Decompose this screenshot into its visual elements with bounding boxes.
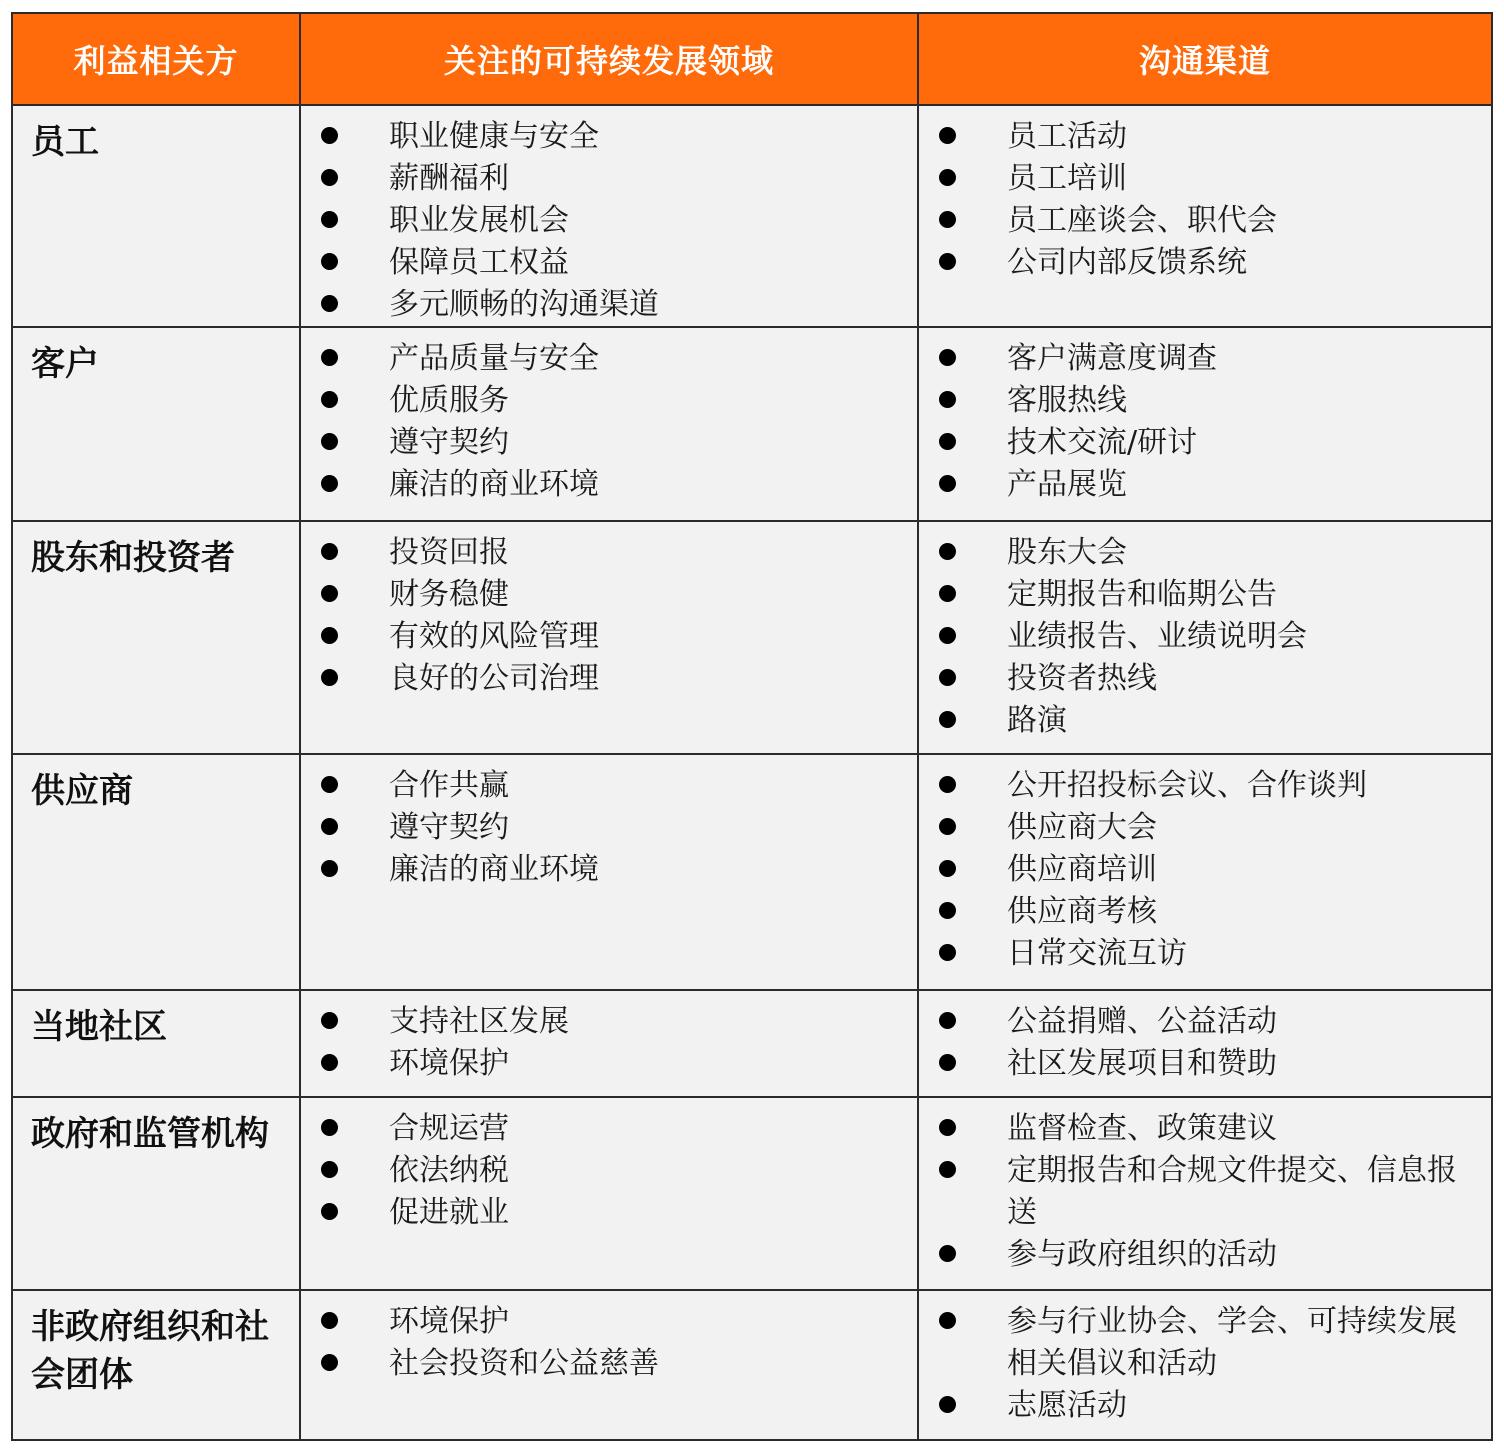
list-item-text: 员工培训 bbox=[1007, 161, 1127, 196]
list-item bbox=[919, 422, 1491, 464]
list-item-text: 公司内部反馈系统 bbox=[1007, 245, 1247, 280]
table-row bbox=[12, 521, 1492, 754]
list-item-text: 供应商培训 bbox=[1007, 852, 1157, 887]
list-item-text: 志愿活动 bbox=[1007, 1388, 1127, 1423]
focus-cell bbox=[300, 521, 918, 754]
list-item bbox=[301, 338, 917, 380]
list-item-text: 财务稳健 bbox=[389, 577, 509, 612]
list-item-text: 产品展览 bbox=[1007, 467, 1127, 502]
stakeholder-name: 供应商 bbox=[12, 754, 300, 990]
list-item bbox=[301, 1301, 917, 1343]
focus-list bbox=[301, 106, 917, 326]
list-item-text: 参与政府组织的活动 bbox=[1007, 1237, 1277, 1272]
list-item bbox=[301, 200, 917, 242]
header-focus-areas: 关注的可持续发展领域 bbox=[300, 13, 918, 105]
channels-list bbox=[919, 522, 1491, 742]
bullet-icon bbox=[919, 891, 1007, 933]
bullet-icon bbox=[919, 933, 1007, 975]
stakeholder-name: 客户 bbox=[12, 327, 300, 521]
list-item-text: 技术交流/研讨 bbox=[1007, 425, 1198, 460]
list-item-text: 遵守契约 bbox=[389, 425, 509, 460]
list-item bbox=[919, 849, 1491, 891]
list-item bbox=[301, 1150, 917, 1192]
list-item bbox=[919, 1108, 1491, 1150]
focus-cell bbox=[300, 990, 918, 1097]
channels-list bbox=[919, 106, 1491, 284]
list-item bbox=[919, 574, 1491, 616]
bullet-icon bbox=[301, 116, 389, 158]
bullet-icon bbox=[919, 1043, 1007, 1085]
list-item-text: 定期报告和临期公告 bbox=[1007, 577, 1277, 612]
list-item bbox=[919, 200, 1491, 242]
list-item bbox=[301, 1343, 917, 1385]
focus-list bbox=[301, 755, 917, 891]
list-item-text: 促进就业 bbox=[389, 1195, 509, 1230]
list-item bbox=[301, 849, 917, 891]
channels-cell bbox=[918, 521, 1492, 754]
bullet-icon bbox=[301, 338, 389, 380]
list-item-text: 职业发展机会 bbox=[389, 203, 569, 238]
bullet-icon bbox=[301, 284, 389, 326]
list-item-text: 职业健康与安全 bbox=[389, 119, 599, 154]
focus-cell bbox=[300, 754, 918, 990]
bullet-icon bbox=[301, 616, 389, 658]
channels-list bbox=[919, 328, 1491, 506]
bullet-icon bbox=[301, 1150, 389, 1192]
list-item bbox=[919, 1234, 1491, 1276]
channels-cell bbox=[918, 1097, 1492, 1290]
list-item bbox=[919, 1001, 1491, 1043]
bullet-icon bbox=[919, 807, 1007, 849]
list-item bbox=[301, 158, 917, 200]
table-row bbox=[12, 1097, 1492, 1290]
focus-cell bbox=[300, 327, 918, 521]
channels-list bbox=[919, 1098, 1491, 1276]
bullet-icon bbox=[301, 200, 389, 242]
channels-cell bbox=[918, 105, 1492, 327]
focus-list bbox=[301, 1098, 917, 1234]
list-item-text: 客服热线 bbox=[1007, 383, 1127, 418]
channels-cell bbox=[918, 327, 1492, 521]
list-item-text: 支持社区发展 bbox=[389, 1004, 569, 1039]
bullet-icon bbox=[301, 1043, 389, 1085]
list-item-text: 投资者热线 bbox=[1007, 661, 1157, 696]
bullet-icon bbox=[919, 380, 1007, 422]
list-item-text: 业绩报告、业绩说明会 bbox=[1007, 619, 1307, 654]
bullet-icon bbox=[919, 532, 1007, 574]
list-item bbox=[919, 616, 1491, 658]
list-item-text: 供应商考核 bbox=[1007, 894, 1157, 929]
bullet-icon bbox=[301, 807, 389, 849]
list-item-text: 公益捐赠、公益活动 bbox=[1007, 1004, 1277, 1039]
list-item bbox=[301, 658, 917, 700]
bullet-icon bbox=[301, 574, 389, 616]
list-item bbox=[919, 1150, 1491, 1234]
focus-cell bbox=[300, 1290, 918, 1440]
bullet-icon bbox=[919, 242, 1007, 284]
list-item-text: 员工活动 bbox=[1007, 119, 1127, 154]
list-item bbox=[919, 380, 1491, 422]
list-item bbox=[919, 891, 1491, 933]
list-item-text: 客户满意度调查 bbox=[1007, 341, 1217, 376]
bullet-icon bbox=[919, 658, 1007, 700]
list-item-text: 供应商大会 bbox=[1007, 810, 1157, 845]
list-item-text: 监督检查、政策建议 bbox=[1007, 1111, 1277, 1146]
bullet-icon bbox=[301, 849, 389, 891]
table-row bbox=[12, 327, 1492, 521]
list-item bbox=[919, 1385, 1491, 1427]
bullet-icon bbox=[919, 200, 1007, 242]
list-item-text: 股东大会 bbox=[1007, 535, 1127, 570]
bullet-icon bbox=[301, 532, 389, 574]
bullet-icon bbox=[919, 1150, 1007, 1192]
bullet-icon bbox=[301, 1001, 389, 1043]
bullet-icon bbox=[919, 849, 1007, 891]
stakeholder-name: 股东和投资者 bbox=[12, 521, 300, 754]
list-item bbox=[919, 158, 1491, 200]
bullet-icon bbox=[301, 658, 389, 700]
bullet-icon bbox=[301, 422, 389, 464]
list-item-text: 日常交流互访 bbox=[1007, 936, 1187, 971]
bullet-icon bbox=[919, 1108, 1007, 1150]
list-item-text: 投资回报 bbox=[389, 535, 509, 570]
focus-cell bbox=[300, 1097, 918, 1290]
list-item-text: 定期报告和合规文件提交、信息报送 bbox=[1007, 1153, 1457, 1230]
bullet-icon bbox=[919, 765, 1007, 807]
list-item-text: 合作共赢 bbox=[389, 768, 509, 803]
stakeholder-name: 员工 bbox=[12, 105, 300, 327]
bullet-icon bbox=[919, 574, 1007, 616]
list-item-text: 社区发展项目和赞助 bbox=[1007, 1046, 1277, 1081]
list-item bbox=[919, 1301, 1491, 1385]
bullet-icon bbox=[919, 700, 1007, 742]
bullet-icon bbox=[301, 158, 389, 200]
list-item-text: 公开招投标会议、合作谈判 bbox=[1007, 768, 1367, 803]
list-item-text: 遵守契约 bbox=[389, 810, 509, 845]
stakeholder-name: 当地社区 bbox=[12, 990, 300, 1097]
bullet-icon bbox=[301, 1343, 389, 1385]
list-item bbox=[301, 284, 917, 326]
list-item bbox=[301, 1043, 917, 1085]
bullet-icon bbox=[919, 1301, 1007, 1343]
bullet-icon bbox=[919, 422, 1007, 464]
bullet-icon bbox=[301, 1301, 389, 1343]
list-item-text: 路演 bbox=[1007, 703, 1067, 738]
bullet-icon bbox=[919, 116, 1007, 158]
channels-list bbox=[919, 1291, 1491, 1427]
list-item-text: 参与行业协会、学会、可持续发展相关倡议和活动 bbox=[1007, 1304, 1457, 1381]
list-item bbox=[919, 464, 1491, 506]
channels-list bbox=[919, 755, 1491, 975]
table-header-row bbox=[12, 13, 1492, 105]
bullet-icon bbox=[301, 242, 389, 284]
table-row bbox=[12, 1290, 1492, 1440]
list-item-text: 社会投资和公益慈善 bbox=[389, 1346, 659, 1381]
list-item bbox=[919, 338, 1491, 380]
channels-cell bbox=[918, 1290, 1492, 1440]
list-item-text: 合规运营 bbox=[389, 1111, 509, 1146]
focus-list bbox=[301, 1291, 917, 1385]
list-item bbox=[301, 380, 917, 422]
list-item bbox=[919, 807, 1491, 849]
list-item bbox=[301, 464, 917, 506]
list-item bbox=[301, 532, 917, 574]
focus-list bbox=[301, 328, 917, 506]
list-item-text: 产品质量与安全 bbox=[389, 341, 599, 376]
list-item-text: 多元顺畅的沟通渠道 bbox=[389, 287, 659, 322]
list-item-text: 有效的风险管理 bbox=[389, 619, 599, 654]
list-item bbox=[919, 532, 1491, 574]
bullet-icon bbox=[919, 616, 1007, 658]
bullet-icon bbox=[919, 464, 1007, 506]
bullet-icon bbox=[919, 1001, 1007, 1043]
list-item bbox=[301, 765, 917, 807]
list-item bbox=[301, 616, 917, 658]
list-item bbox=[301, 242, 917, 284]
list-item bbox=[919, 116, 1491, 158]
focus-list bbox=[301, 522, 917, 700]
focus-cell bbox=[300, 105, 918, 327]
bullet-icon bbox=[301, 464, 389, 506]
bullet-icon bbox=[301, 1192, 389, 1234]
list-item bbox=[919, 700, 1491, 742]
list-item-text: 廉洁的商业环境 bbox=[389, 852, 599, 887]
bullet-icon bbox=[919, 1385, 1007, 1427]
list-item bbox=[301, 1108, 917, 1150]
header-stakeholder: 利益相关方 bbox=[12, 13, 300, 105]
list-item bbox=[301, 1001, 917, 1043]
bullet-icon bbox=[301, 765, 389, 807]
focus-list bbox=[301, 991, 917, 1085]
channels-cell bbox=[918, 990, 1492, 1097]
list-item bbox=[301, 116, 917, 158]
list-item-text: 薪酬福利 bbox=[389, 161, 509, 196]
stakeholder-table bbox=[11, 12, 1493, 1441]
table-row bbox=[12, 754, 1492, 990]
bullet-icon bbox=[919, 338, 1007, 380]
list-item-text: 良好的公司治理 bbox=[389, 661, 599, 696]
bullet-icon bbox=[301, 380, 389, 422]
list-item bbox=[919, 765, 1491, 807]
bullet-icon bbox=[301, 1108, 389, 1150]
list-item bbox=[919, 933, 1491, 975]
table-row bbox=[12, 105, 1492, 327]
list-item-text: 保障员工权益 bbox=[389, 245, 569, 280]
list-item-text: 依法纳税 bbox=[389, 1153, 509, 1188]
channels-cell bbox=[918, 754, 1492, 990]
header-channels: 沟通渠道 bbox=[918, 13, 1492, 105]
list-item-text: 环境保护 bbox=[389, 1046, 509, 1081]
list-item-text: 优质服务 bbox=[389, 383, 509, 418]
list-item bbox=[919, 242, 1491, 284]
list-item bbox=[919, 658, 1491, 700]
bullet-icon bbox=[919, 1234, 1007, 1276]
channels-list bbox=[919, 991, 1491, 1085]
list-item-text: 廉洁的商业环境 bbox=[389, 467, 599, 502]
table-body bbox=[12, 105, 1492, 1440]
list-item bbox=[301, 574, 917, 616]
list-item bbox=[301, 1192, 917, 1234]
stakeholder-name: 非政府组织和社会团体 bbox=[12, 1290, 300, 1440]
stakeholder-name: 政府和监管机构 bbox=[12, 1097, 300, 1290]
list-item-text: 员工座谈会、职代会 bbox=[1007, 203, 1277, 238]
table-row bbox=[12, 990, 1492, 1097]
list-item-text: 环境保护 bbox=[389, 1304, 509, 1339]
list-item bbox=[919, 1043, 1491, 1085]
list-item bbox=[301, 422, 917, 464]
list-item bbox=[301, 807, 917, 849]
bullet-icon bbox=[919, 158, 1007, 200]
